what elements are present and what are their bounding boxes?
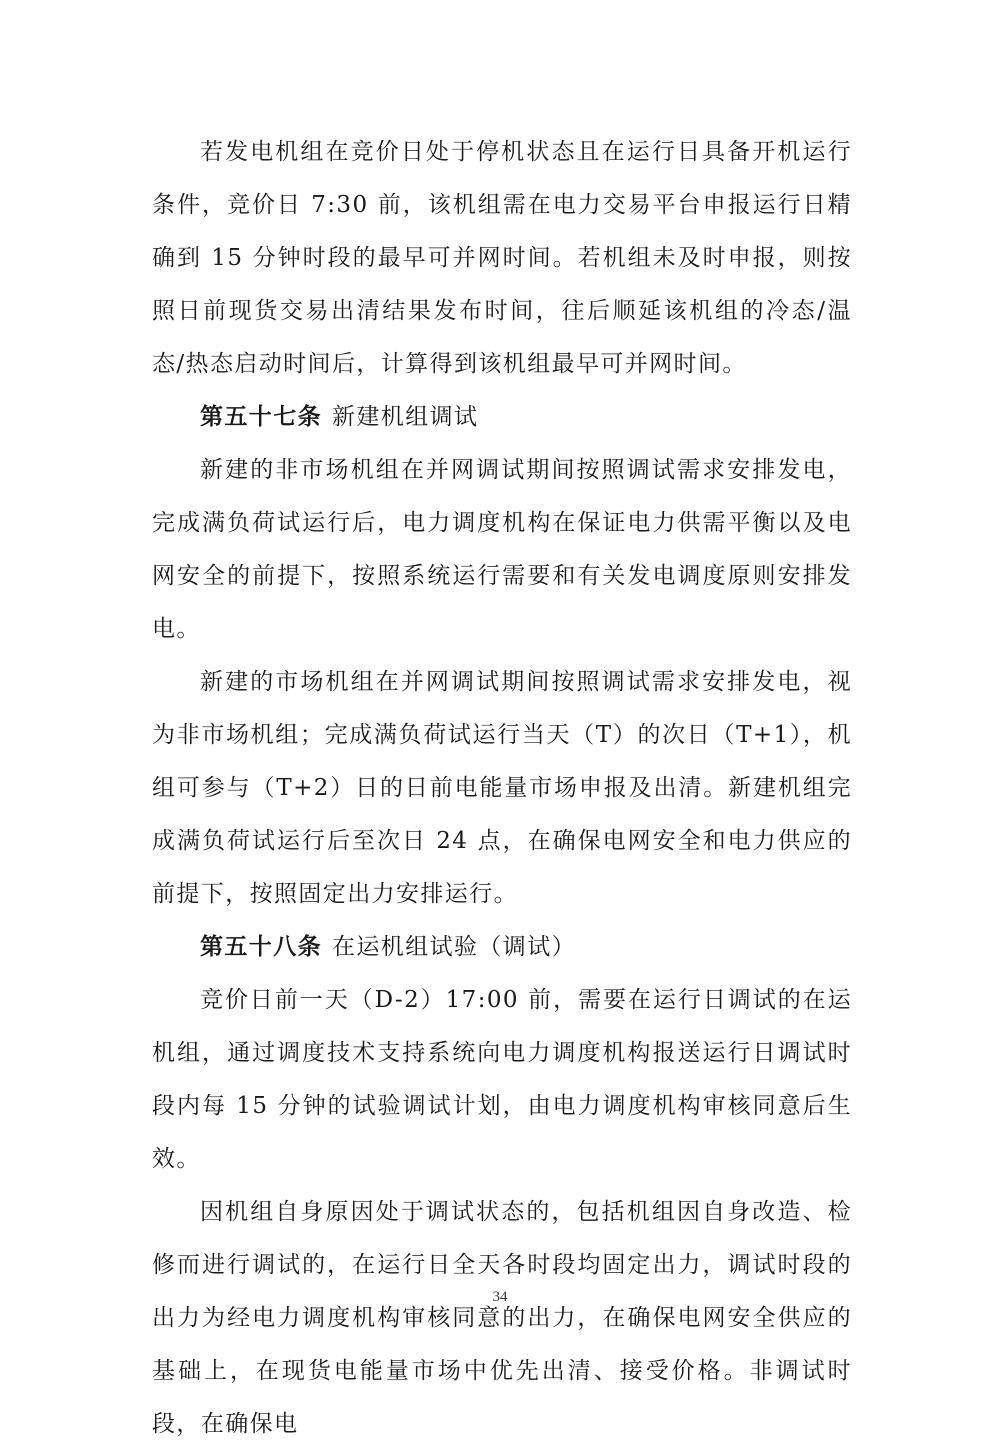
paragraph-non-market-unit-commissioning: 新建的非市场机组在并网调试期间按照调试需求安排发电，完成满负荷试运行后，电力调度机构在保证电力供需平衡以及电网安全的前提下，按照系统运行需要和有关发电调度原则安排发电。 [152,457,852,642]
article-heading-58 [152,921,852,974]
paragraph-market-unit-commissioning: 新建的市场机组在并网调试期间按照调试需求安排发电，视为非市场机组；完成满负荷试运行当天（T）的次日（T+1），机组可参与（T+2）日的日前电能量市场申报及出清。新建机组完成满负荷试运行后至次日 24 点，在确保电网安全和电力供应的前提下，按照固定出力安排运行。 [152,669,852,907]
paragraph-unit-startup-declaration: 若发电机组在竞价日处于停机状态且在运行日具备开机运行条件，竞价日 7:30 前，该机组需在电力交易平台申报运行日精确到 15 分钟时段的最早可并网时间。若机组未及时申报，则按照日前现货交易出清结果发布时间，往后顺延该机组的冷态/温态/热态启动时间后，计算得到该机组最早可并网时间。 [152,139,852,377]
article-title: 在运机组试验（调试） [332,934,576,960]
page-number: 34 [492,1289,508,1305]
page-body [152,126,852,1451]
paragraph-self-caused-testing: 因机组自身原因处于调试状态的，包括机组因自身改造、检修而进行调试的，在运行日全天各时段均固定出力，调试时段的出力为经电力调度机构审核同意的出力，在确保电网安全供应的基础上，在现货电能量市场中优先出清、接受价格。非调试时段，在确保电 [152,1199,852,1437]
article-number: 第五十七条 [200,404,322,430]
article-title: 新建机组调试 [332,404,479,430]
article-heading-57 [152,391,852,444]
paragraph-test-plan-submission: 竞价日前一天（D-2）17:00 前，需要在运行日调试的在运机组，通过调度技术支持系统向电力调度机构报送运行日调试时段内每 15 分钟的试验调试计划，由电力调度机构审核同意后生效。 [152,987,852,1172]
article-number: 第五十八条 [200,934,322,960]
